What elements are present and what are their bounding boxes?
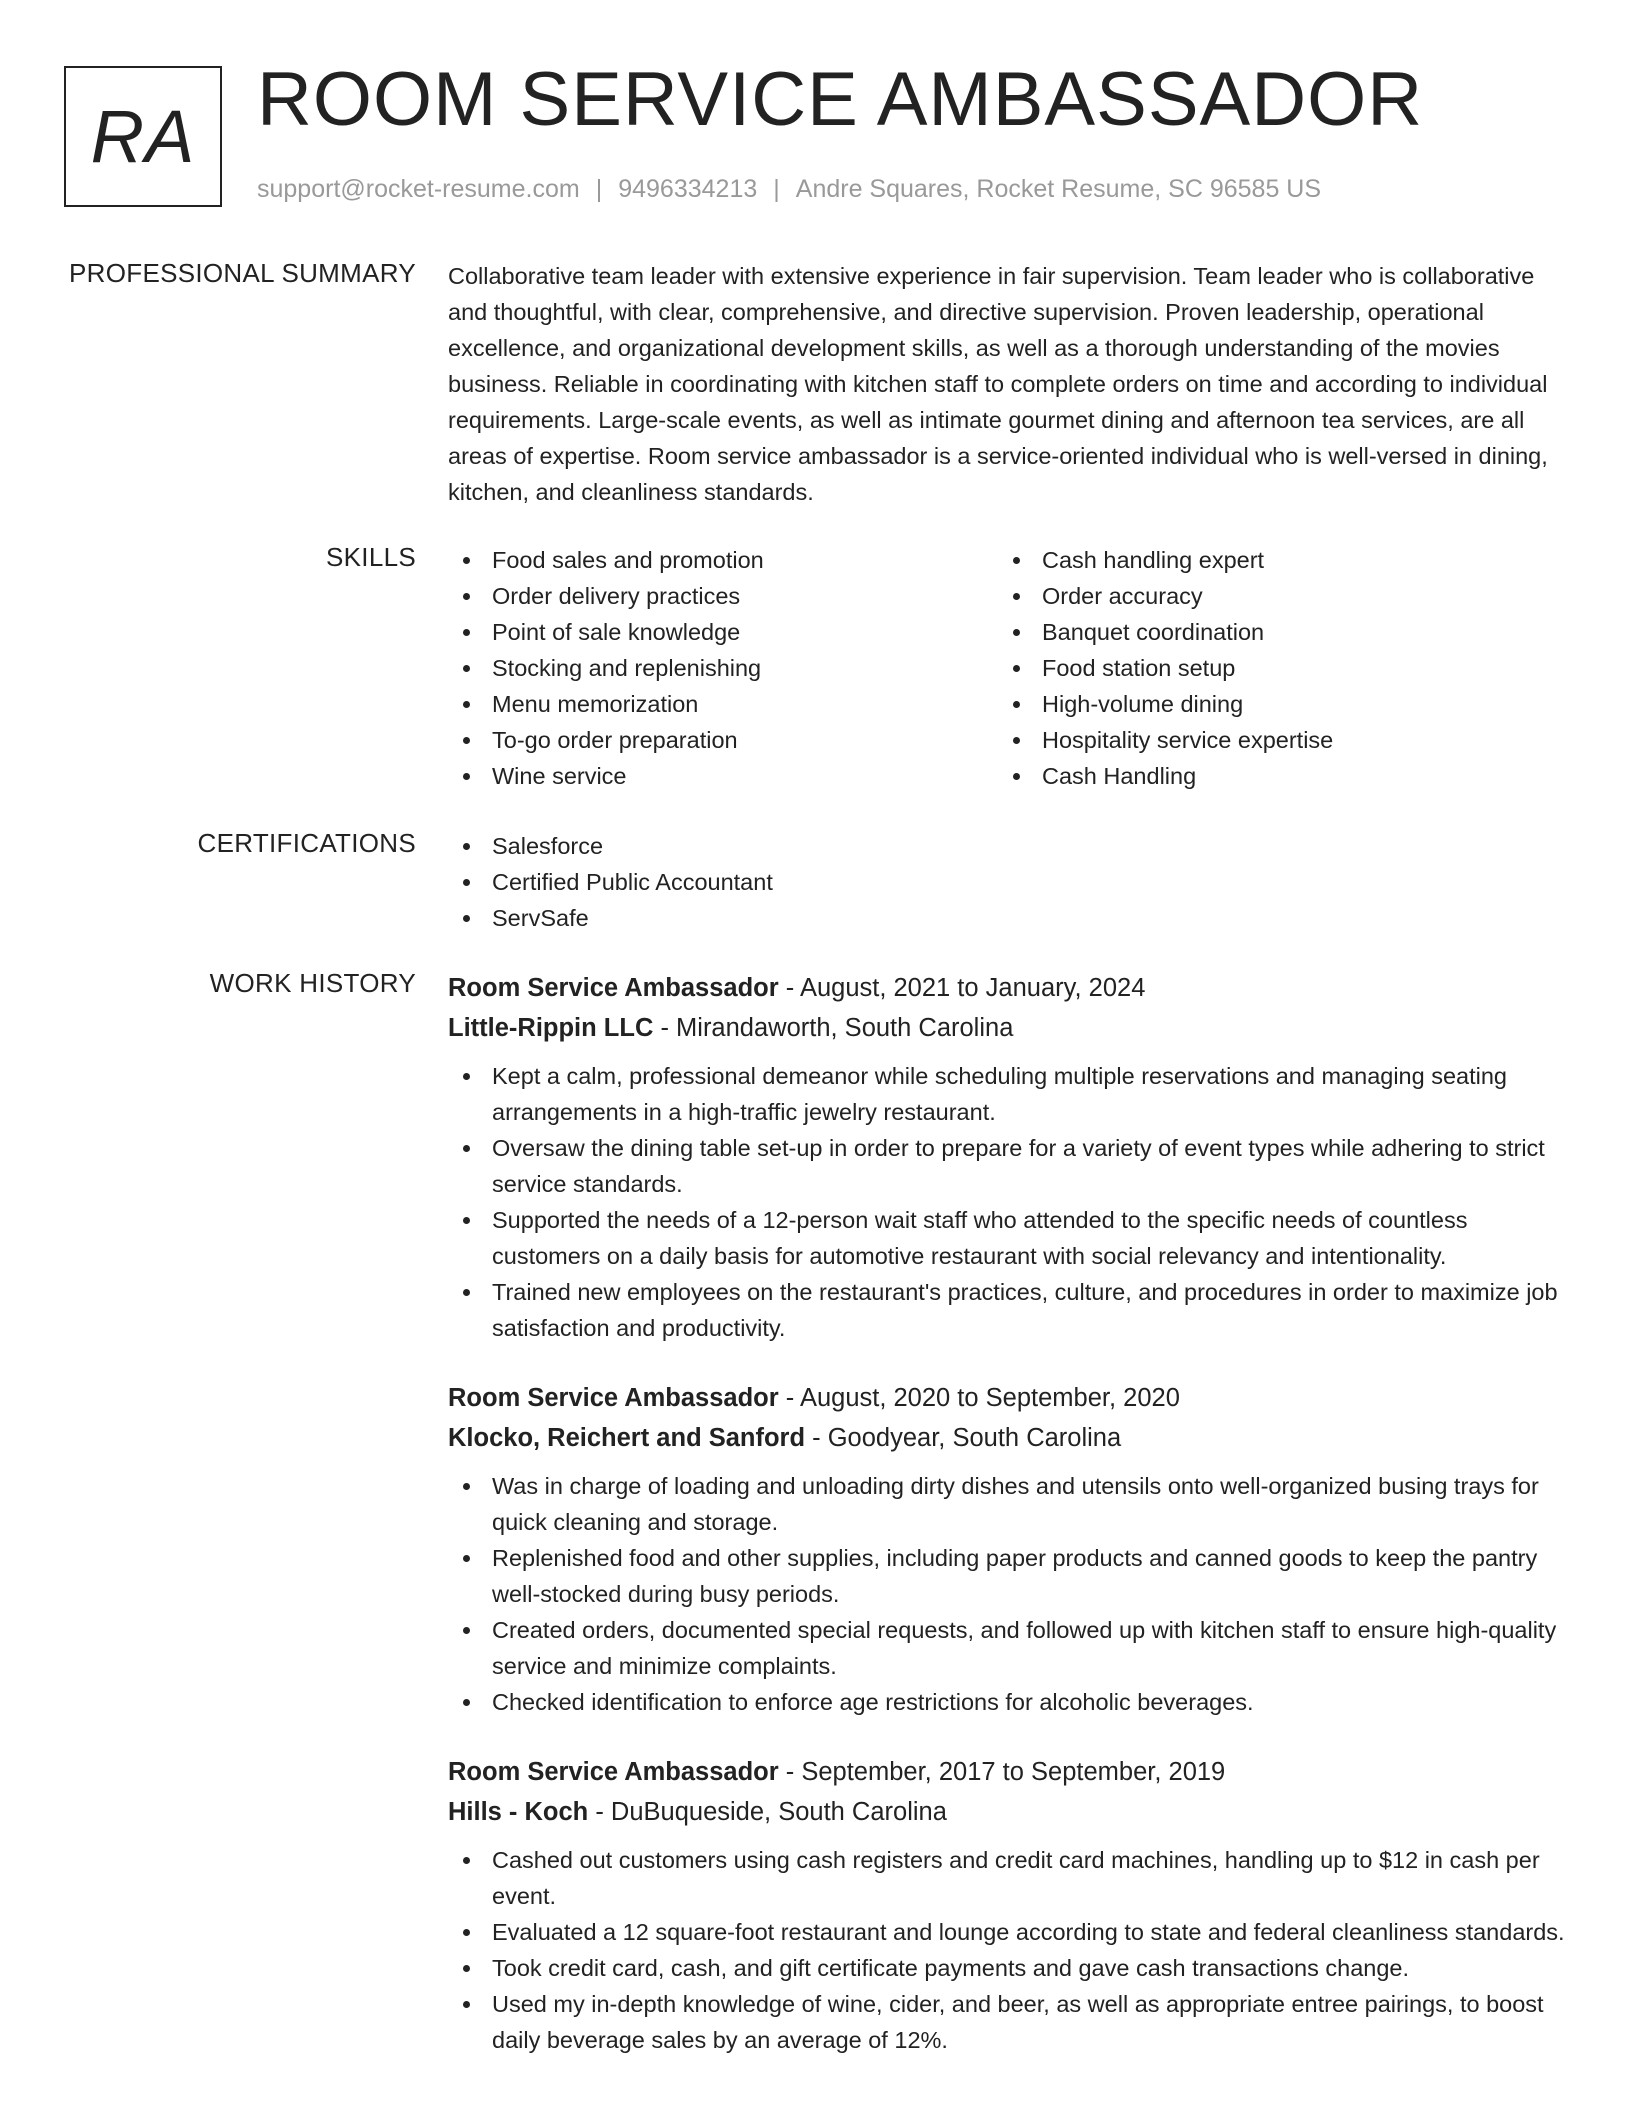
job-dates: - September, 2017 to September, 2019 xyxy=(778,1758,1226,1786)
monogram-initials: RA xyxy=(90,95,196,178)
job-bullets xyxy=(448,1058,1570,1346)
job-bullet: Took credit card, cash, and gift certificate payments and gave cash transactions change. xyxy=(448,1950,1570,1986)
skills-body xyxy=(448,542,1570,794)
job-bullet: Trained new employees on the restaurant's practices, culture, and procedures in order to maximize job satisfaction and productivity. xyxy=(448,1274,1570,1346)
job-company: Little-Rippin LLC xyxy=(448,1014,654,1042)
job-location: - Mirandaworth, South Carolina xyxy=(653,1014,1014,1042)
contact-separator: | xyxy=(595,175,603,203)
job-company-line xyxy=(448,1008,1570,1048)
monogram-box xyxy=(64,66,222,207)
job-location: - Goodyear, South Carolina xyxy=(805,1424,1122,1452)
skill-item: Point of sale knowledge xyxy=(448,614,998,650)
skill-item: Banquet coordination xyxy=(998,614,1548,650)
summary-body xyxy=(448,258,1570,510)
job-bullet: Was in charge of loading and unloading dirty dishes and utensils onto well-organized busing trays for quick cleaning and storage. xyxy=(448,1468,1570,1540)
skill-item: Stocking and replenishing xyxy=(448,650,998,686)
job-bullet: Supported the needs of a 12-person wait staff who attended to the specific needs of countless customers on a daily basis for automotive restaurant with social relevancy and intentionality. xyxy=(448,1202,1570,1274)
skills-list-right xyxy=(998,542,1548,794)
candidate-name: ROOM SERVICE AMBASSADOR xyxy=(257,57,1424,142)
skill-item: Hospitality service expertise xyxy=(998,722,1548,758)
skill-item: Food sales and promotion xyxy=(448,542,998,578)
work-history-body xyxy=(448,968,1570,2090)
skill-item: High-volume dining xyxy=(998,686,1548,722)
job-title-line xyxy=(448,1752,1570,1792)
contact-line xyxy=(257,175,1321,204)
section-label-summary: PROFESSIONAL SUMMARY xyxy=(69,258,416,288)
job-entry xyxy=(448,1752,1570,2058)
job-title: Room Service Ambassador xyxy=(448,1384,779,1412)
job-company: Hills - Koch xyxy=(448,1798,589,1826)
certification-item: Certified Public Accountant xyxy=(448,864,1570,900)
certification-item: ServSafe xyxy=(448,900,1570,936)
job-bullets xyxy=(448,1842,1570,2058)
skill-item: Food station setup xyxy=(998,650,1548,686)
job-company-line xyxy=(448,1792,1570,1832)
job-location: - DuBuqueside, South Carolina xyxy=(588,1798,947,1826)
job-bullet: Replenished food and other supplies, including paper products and canned goods to keep the pantry well-stocked during busy periods. xyxy=(448,1540,1570,1612)
skill-item: Wine service xyxy=(448,758,998,794)
job-bullet: Cashed out customers using cash registers and credit card machines, handling up to $12 in cash per event. xyxy=(448,1842,1570,1914)
job-bullet: Evaluated a 12 square-foot restaurant and lounge according to state and federal cleanliness standards. xyxy=(448,1914,1570,1950)
job-entry xyxy=(448,1378,1570,1720)
summary-text: Collaborative team leader with extensive experience in fair supervision. Team leader who is collaborative and thoughtful, with clear, comprehensive, and directive supervision. Proven leadership, operational excellence, and organizational development skills, as well as a thorough understanding of the movies business. Reliable in coordinating with kitchen staff to complete orders on time and according to individual requirements. Large-scale events, as well as intimate gourmet dining and afternoon tea services, are all areas of expertise. Room service ambassador is a service-oriented individual who is well-versed in dining, kitchen, and cleanliness standards. xyxy=(448,263,1548,505)
skill-item: Order delivery practices xyxy=(448,578,998,614)
contact-email: support@rocket-resume.com xyxy=(257,175,580,203)
job-bullet: Checked identification to enforce age restrictions for alcoholic beverages. xyxy=(448,1684,1570,1720)
job-company-line xyxy=(448,1418,1570,1458)
certification-item: Salesforce xyxy=(448,828,1570,864)
contact-address: Andre Squares, Rocket Resume, SC 96585 US xyxy=(795,175,1322,203)
certifications-list xyxy=(448,828,1570,936)
job-dates: - August, 2020 to September, 2020 xyxy=(778,1384,1180,1412)
skill-item: Order accuracy xyxy=(998,578,1548,614)
job-title: Room Service Ambassador xyxy=(448,974,779,1002)
job-title: Room Service Ambassador xyxy=(448,1758,779,1786)
job-dates: - August, 2021 to January, 2024 xyxy=(778,974,1146,1002)
job-bullet: Kept a calm, professional demeanor while scheduling multiple reservations and managing seating arrangements in a high-traffic jewelry restaurant. xyxy=(448,1058,1570,1130)
job-title-line xyxy=(448,968,1570,1008)
contact-separator: | xyxy=(773,175,780,203)
job-bullets xyxy=(448,1468,1570,1720)
section-label-work-history: WORK HISTORY xyxy=(209,968,416,998)
contact-phone: 9496334213 xyxy=(618,175,758,203)
job-bullet: Oversaw the dining table set-up in order to prepare for a variety of event types while adhering to strict service standards. xyxy=(448,1130,1570,1202)
certifications-body xyxy=(448,828,1570,936)
skill-item: To-go order preparation xyxy=(448,722,998,758)
job-company: Klocko, Reichert and Sanford xyxy=(448,1424,806,1452)
section-label-skills: SKILLS xyxy=(326,542,416,572)
job-bullet: Used my in-depth knowledge of wine, cider, and beer, as well as appropriate entree pairings, to boost daily beverage sales by an average of 12%. xyxy=(448,1986,1570,2058)
skill-item: Cash Handling xyxy=(998,758,1548,794)
job-bullet: Created orders, documented special requests, and followed up with kitchen staff to ensure high-quality service and minimize complaints. xyxy=(448,1612,1570,1684)
skill-item: Menu memorization xyxy=(448,686,998,722)
job-entry xyxy=(448,968,1570,1346)
job-title-line xyxy=(448,1378,1570,1418)
skill-item: Cash handling expert xyxy=(998,542,1548,578)
skills-list-left xyxy=(448,542,998,794)
section-label-certifications: CERTIFICATIONS xyxy=(197,828,416,858)
